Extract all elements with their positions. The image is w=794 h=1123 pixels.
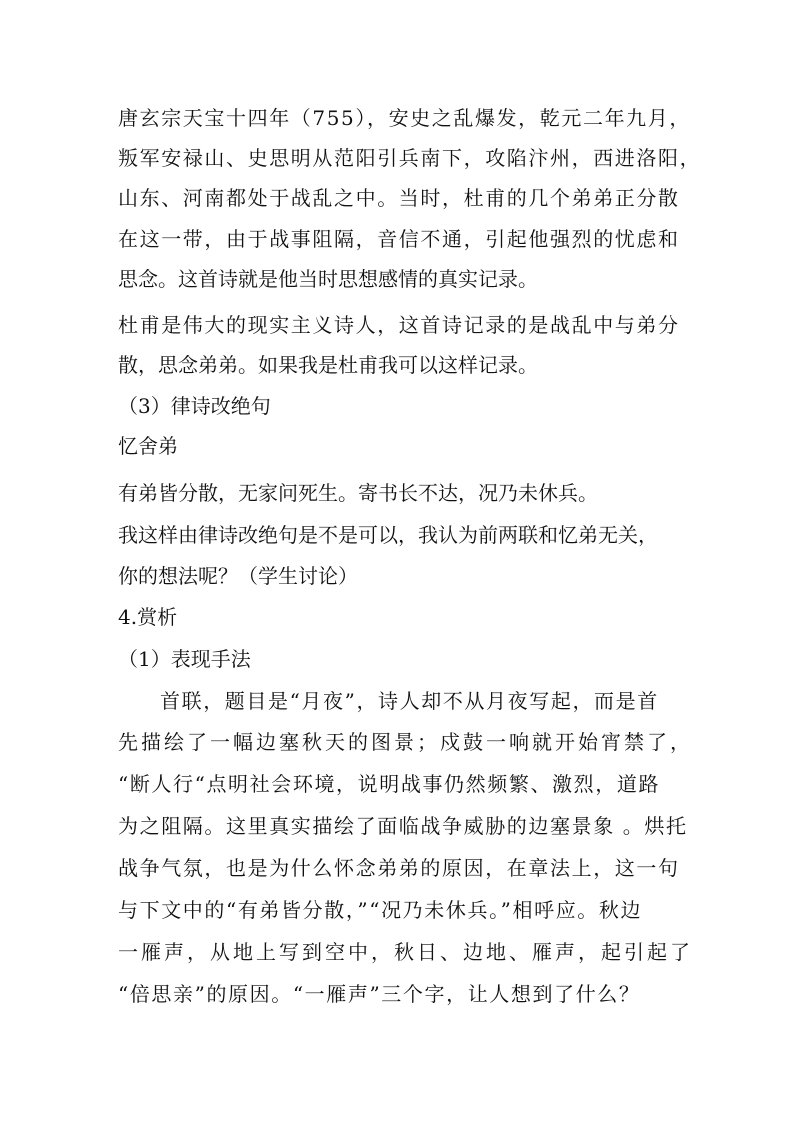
paragraph-4-line-4: 为之阻隔。这里真实描绘了面临战争威胁的边塞景象 。烘托 [118, 814, 688, 838]
section-heading-3: （3）律诗改绝句 [118, 394, 271, 418]
paragraph-4-line-1: 首联，题目是“月夜”，诗人却不从月夜写起，而是首 [160, 689, 659, 713]
poem-title: 忆舍弟 [118, 434, 178, 458]
paragraph-4-line-2: 先描绘了一幅边塞秋天的图景；戍鼓一响就开始宵禁了， [118, 730, 693, 754]
paragraph-1-line-1: 唐玄宗天宝十四年（755），安史之乱爆发，乾元二年九月， [118, 106, 691, 130]
paragraph-1-line-4: 在这一带，由于战事阻隔，音信不通，引起他强烈的忧虑和 [118, 227, 680, 251]
paragraph-4-line-6: 与下文中的“有弟皆分散，”“况乃未休兵。”相呼应。秋边 [118, 898, 643, 922]
section-heading-4-1: （1）表现手法 [118, 647, 251, 671]
paragraph-2-line-2: 散，思念弟弟。如果我是杜甫我可以这样记录。 [118, 353, 538, 377]
paragraph-4-line-7: 一雁声，从地上写到空中，秋日、边地、雁声，起引起了 [118, 940, 693, 964]
paragraph-4-line-5: 战争气氛，也是为什么怀念弟弟的原因，在章法上，这一句 [118, 856, 680, 880]
paragraph-2-line-1: 杜甫是伟大的现实主义诗人，这首诗记录的是战乱中与弟分 [118, 313, 680, 337]
paragraph-1-line-5: 思念。这首诗就是他当时思想感情的真实记录。 [118, 267, 538, 291]
poem-text: 有弟皆分散，无家问死生。寄书长不达，况乃未休兵。 [118, 481, 598, 505]
paragraph-4-line-3: “断人行“点明社会环境，说明战事仍然频繁、激烈，道路 [118, 772, 661, 796]
section-heading-4: 4.赏析 [118, 605, 178, 629]
paragraph-4-line-8: “倍思亲”的原因。“一雁声”三个字，让人想到了什么？ [118, 982, 641, 1006]
paragraph-1-line-3: 山东、河南都处于战乱之中。当时，杜甫的几个弟弟正分散 [118, 186, 680, 210]
paragraph-3-line-2: 你的想法呢？（学生讨论） [118, 564, 358, 588]
paragraph-1-line-2: 叛军安禄山、史思明从范阳引兵南下，攻陷汴州，西进洛阳， [118, 146, 702, 170]
paragraph-3-line-1: 我这样由律诗改绝句是不是可以，我认为前两联和忆弟无关， [118, 523, 658, 547]
